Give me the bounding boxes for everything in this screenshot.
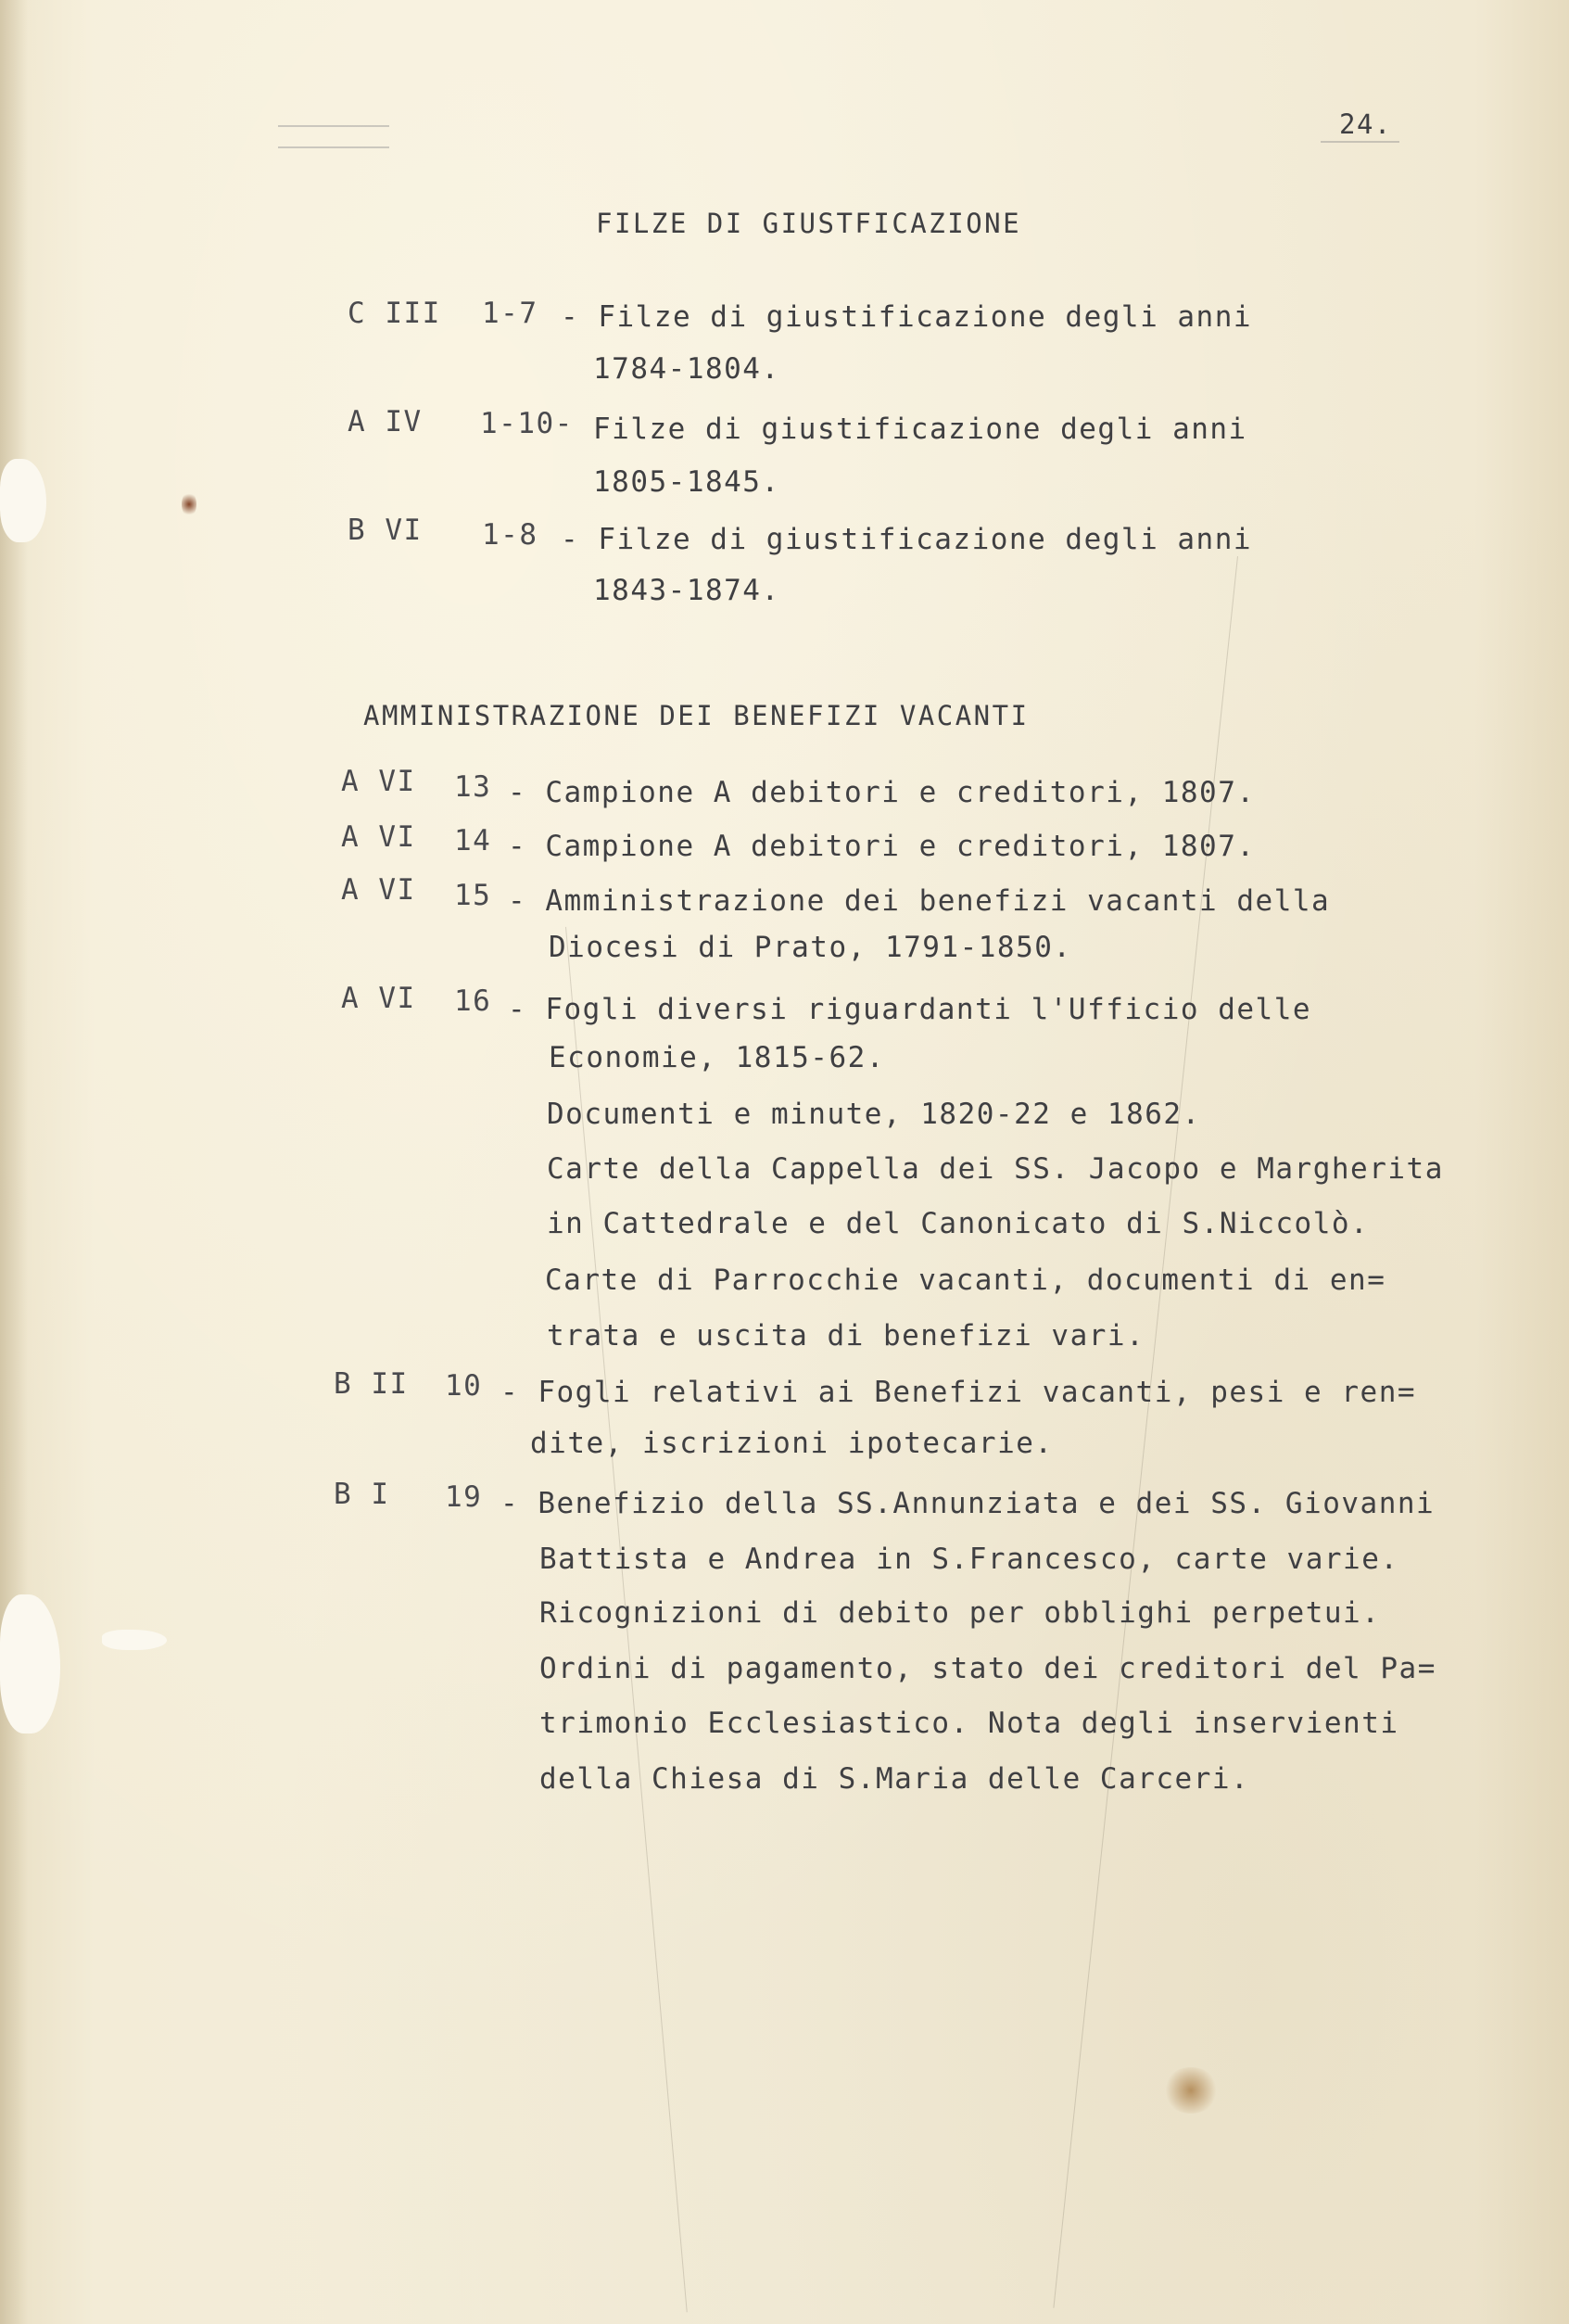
page-number-rule [1321, 141, 1399, 143]
shelf-mark: A VI [341, 873, 416, 907]
entry-line: - Fogli relativi ai Benefizi vacanti, pesi e ren= [500, 1376, 1417, 1409]
section-title: AMMINISTRAZIONE DEI BENEFIZI VACANTI [363, 700, 1030, 731]
header-rule [278, 125, 389, 127]
entry-line: Diocesi di Prato, 1791-1850. [549, 931, 1072, 964]
entry-line: dite, iscrizioni ipotecarie. [530, 1427, 1054, 1460]
entry-line: Carte della Cappella dei SS. Jacopo e Margherita [547, 1152, 1444, 1186]
section-title: FILZE DI GIUSTFICAZIONE [596, 208, 1022, 239]
entry-line: 1784-1804. [593, 352, 780, 386]
entry-line: Economie, 1815-62. [549, 1041, 885, 1074]
paper-edge-shadow [0, 0, 28, 2324]
shelf-mark: A VI [341, 820, 416, 854]
entry-line: della Chiesa di S.Maria delle Carceri. [539, 1762, 1250, 1796]
paper-crease [1053, 556, 1238, 2308]
shelf-mark: B VI [348, 514, 423, 547]
entry-line: trata e uscita di benefizi vari. [547, 1319, 1145, 1352]
entry-line: - Benefizio della SS.Annunziata e dei SS. Giovanni [500, 1487, 1436, 1520]
header-rule [278, 146, 389, 148]
entry-line: - Filze di giustificazione degli anni [561, 300, 1253, 334]
entry-line: in Cattedrale e del Canonicato di S.Niccolò. [547, 1207, 1370, 1240]
item-number: 16 [454, 984, 492, 1018]
entry-line: - Campione A debitori e creditori, 1807. [508, 830, 1256, 863]
entry-line: Battista e Andrea in S.Francesco, carte varie. [539, 1543, 1399, 1576]
item-number: 1-8 [482, 518, 538, 552]
shelf-mark: B II [334, 1367, 409, 1401]
item-number: 1-7 [482, 297, 538, 330]
entry-line: Ordini di pagamento, stato dei creditori del Pa= [539, 1652, 1436, 1685]
entry-line: Filze di giustificazione degli anni [593, 413, 1247, 446]
paper-tear [102, 1630, 167, 1650]
shelf-mark: B I [334, 1478, 390, 1511]
entry-line: Documenti e minute, 1820-22 e 1862. [547, 1098, 1201, 1131]
item-number: 14 [454, 824, 492, 857]
entry-line: Carte di Parrocchie vacanti, documenti di en= [545, 1264, 1386, 1297]
item-number: 13 [454, 770, 492, 804]
item-number: 19 [445, 1480, 483, 1514]
paper-tear [0, 1594, 60, 1733]
shelf-mark: A VI [341, 765, 416, 798]
entry-line: 1843-1874. [593, 574, 780, 607]
item-number: 15 [454, 879, 492, 912]
entry-line: 1805-1845. [593, 465, 780, 499]
entry-line: - Amministrazione dei benefizi vacanti della [508, 884, 1331, 918]
entry-line: - Filze di giustificazione degli anni [561, 523, 1253, 556]
entry-line: - Campione A debitori e creditori, 1807. [508, 776, 1256, 809]
shelf-mark: A IV [348, 405, 423, 438]
entry-line: trimonio Ecclesiastico. Nota degli inservienti [539, 1707, 1399, 1740]
item-number: 1-10- [480, 407, 574, 440]
shelf-mark: A VI [341, 982, 416, 1015]
page-number: 24. [1339, 108, 1392, 140]
item-number: 10 [445, 1369, 483, 1403]
entry-line: - Fogli diversi riguardanti l'Ufficio delle [508, 993, 1312, 1026]
shelf-mark: C III [348, 297, 441, 330]
entry-line: Ricognizioni di debito per obblighi perpetui. [539, 1596, 1381, 1630]
ink-stain [182, 491, 196, 517]
rust-stain [1163, 2067, 1219, 2114]
paper-tear [0, 459, 46, 542]
